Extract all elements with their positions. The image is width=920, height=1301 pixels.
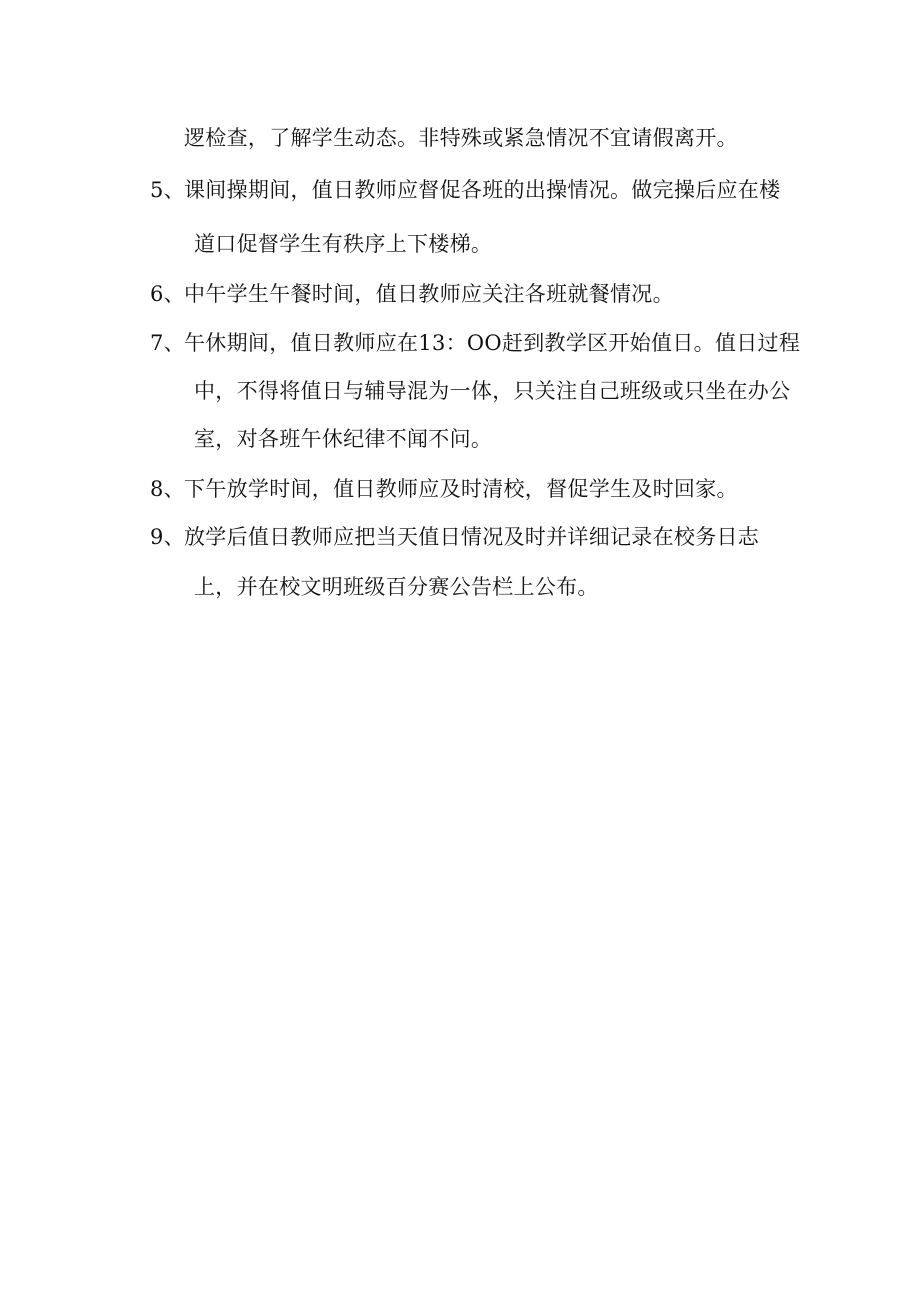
list-item-text: 上，并在校文明班级百分赛公告栏上公布。 — [194, 575, 599, 599]
list-item-text: 中午学生午餐时间，值日教师应关注各班就餐情况。 — [184, 282, 674, 306]
list-item-number: 7、 — [150, 331, 185, 355]
list-item-number: 8、 — [150, 477, 185, 501]
list-item-text: 室，对各班午休纪律不闻不问。 — [194, 427, 493, 451]
list-item-text: 道口促督学生有秩序上下楼梯。 — [194, 232, 493, 256]
continuation-line: 逻检查，了解学生动态。非特殊或紧急情况不宜请假离开。 — [184, 126, 738, 150]
list-item-number: 9、 — [150, 525, 185, 549]
list-item-number: 6、 — [150, 282, 185, 306]
list-item-text: 午休期间，值日教师应在13：OO赶到教学区开始值日。值日过程 — [184, 331, 801, 355]
list-item-text: 下午放学时间，值日教师应及时清校，督促学生及时回家。 — [184, 477, 738, 501]
list-item-text: 课间操期间，值日教师应督促各班的出操情况。做完操后应在楼 — [184, 178, 781, 202]
list-item-number: 5、 — [150, 178, 185, 202]
list-item-text: 放学后值日教师应把当天值日情况及时并详细记录在校务日志 — [184, 525, 760, 549]
list-item-text: 中，不得将值日与辅导混为一体，只关注自己班级或只坐在办公 — [194, 379, 791, 403]
